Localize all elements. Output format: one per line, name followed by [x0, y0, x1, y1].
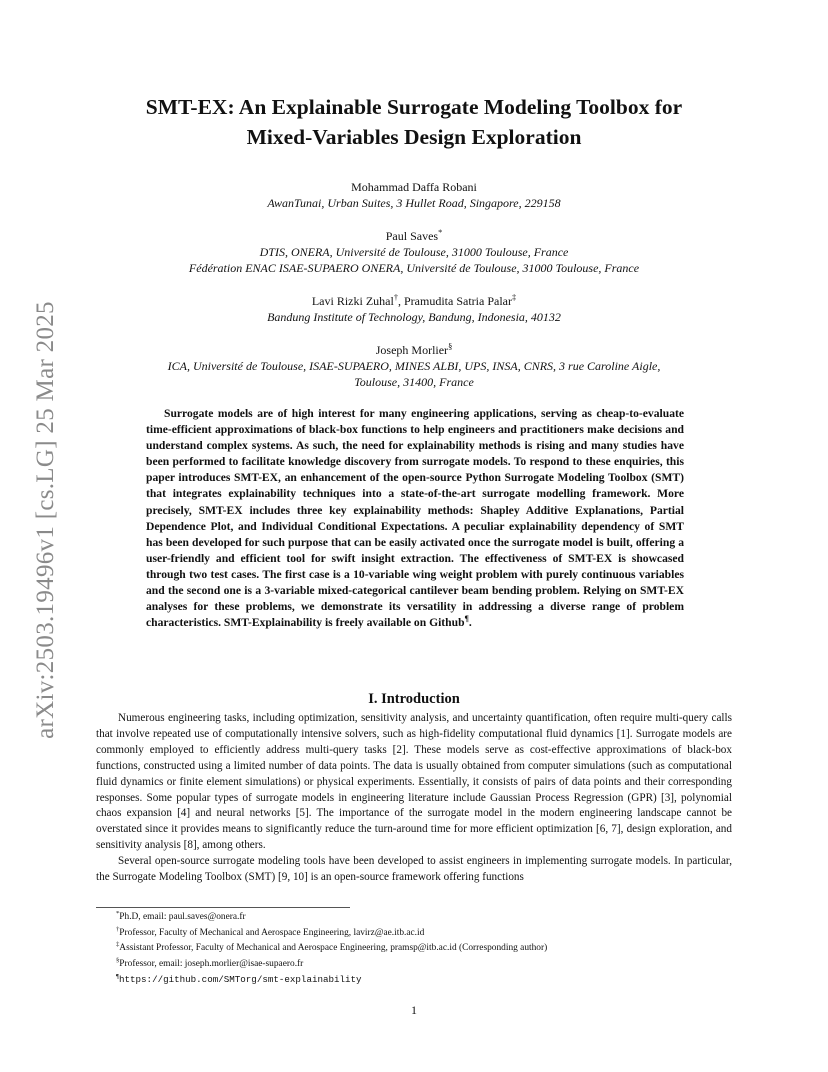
author-block-1: [100, 179, 728, 211]
footnote-mark: ‡: [511, 293, 517, 302]
author-name: Paul Saves*: [385, 228, 443, 243]
author-name: Mohammad Daffa Robani: [351, 180, 477, 194]
paper-title: [100, 92, 728, 152]
arxiv-stamp: [24, 280, 68, 760]
author-affiliation: ICA, Université de Toulouse, ISAE-SUPAERO, MINES ALBI, UPS, INSA, CNRS, 3 rue Caroline Aigle,: [167, 359, 661, 373]
author-affiliation: DTIS, ONERA, Université de Toulouse, 31000 Toulouse, France: [259, 245, 569, 259]
footnote-mark: ¶: [464, 614, 469, 624]
footnote-rule: [96, 907, 350, 908]
footnote-link[interactable]: ¶https://github.com/SMTorg/smt-explainability: [116, 972, 362, 985]
footnote-mark: †: [393, 293, 398, 302]
section-heading: I. Introduction: [368, 691, 460, 707]
footnote: §Professor, email: joseph.morlier@isae-supaero.fr: [116, 956, 304, 969]
footnote: *Ph.D, email: paul.saves@onera.fr: [116, 909, 246, 922]
paper-title-line-1: SMT-EX: An Explainable Surrogate Modeling Toolbox for: [145, 95, 683, 119]
section-body: [96, 711, 732, 886]
paragraph: Several open-source surrogate modeling tools have been developed to assist engineers in implementing surrogate models. In particular, the Surrogate Modeling Toolbox (SMT) [9, 10] is an open-source framework offering functions: [96, 855, 732, 884]
footnote: †Professor, Faculty of Mechanical and Aerospace Engineering, lavirz@ae.itb.ac.id: [116, 925, 425, 938]
abstract: [146, 406, 684, 631]
paragraph: Numerous engineering tasks, including optimization, sensitivity analysis, and uncertainty quantification, often require multi-query calls that involve repeated use of computationally intensive solvers, such as high-fidelity computational fluid dynamics [1]. Surrogate models are commonly employed to efficiently address multi-query tasks [2]. These models serve as cost-effective approximations of black-box functions, constructed using a limited number of data points. The data is usually obtained from computer simulations (such as computational fluid dynamics or finite element simulations) or physical experiments. Essentially, it consists of pairs of data points and their corresponding responses. Some popular types of surrogate models in engineering literature include Gaussian Process Regression (GPR) [3], polynomial chaos expansion [4] and neural networks [5]. The importance of the surrogate model in the modern engineering landscape cannot be overstated since it provides means to significantly reduce the turn-around time for more efficient optimization [6, 7], design exploration, and sensitivity analysis [8], among others.: [96, 712, 732, 852]
author-name: Joseph Morlier§: [375, 342, 453, 357]
page-number: 1: [411, 1003, 417, 1017]
author-affiliation: AwanTunai, Urban Suites, 3 Hullet Road, Singapore, 229158: [267, 196, 561, 210]
author-name: Lavi Rizki Zuhal†, Pramudita Satria Palar‡: [311, 293, 517, 308]
footnote-mark: *: [438, 228, 443, 237]
abstract-text: Surrogate models are of high interest for many engineering applications, serving as cheap-to-evaluate time-efficient approximations of black-box functions to help engineers and practitioners make decisions and understand complex systems. As such, the need for explainability methods is rising and many studies have been performed to facilitate knowledge discovery from surrogate models. To respond to these enquiries, this paper introduces SMT-EX, an enhancement of the open-source Python Surrogate Modeling Toolbox (SMT) that integrates explainability techniques into a state-of-the-art surrogate modelling framework. More precisely, SMT-EX includes three key explainability methods: Shapley Additive Explanations, Partial Dependence Plot, and Individual Conditional Expectations. A peculiar explainability dependency of SMT has been developed for such purpose that can be easily activated once the surrogate model is built, offering a user-friendly and efficient tool for swift insight extraction. The effectiveness of SMT-EX is showcased through two test cases. The first case is a 10-variable wing weight problem with purely continuous variables and the second one is a 3-variable mixed-categorical cantilever beam bending problem. Relying on SMT-EX analyses for these problems, we demonstrate its versatility in addressing a diverse range of problem characteristics. SMT-Explainability is freely available on Github¶.: [146, 407, 684, 630]
author-affiliation: Fédération ENAC ISAE-SUPAERO ONERA, Université de Toulouse, 31000 Toulouse, France: [188, 261, 640, 275]
author-block-3: [100, 293, 728, 325]
arxiv-stamp-text: arXiv:2503.19496v1 [cs.LG] 25 Mar 2025: [32, 301, 59, 739]
footnotes: [96, 910, 736, 989]
author-affiliation: Bandung Institute of Technology, Bandung, Indonesia, 40132: [267, 310, 561, 324]
footnote-mark: §: [448, 342, 453, 351]
paper-title-line-2: Mixed-Variables Design Exploration: [246, 125, 582, 149]
author-affiliation: Toulouse, 31400, France: [354, 375, 474, 389]
footnote: ‡Assistant Professor, Faculty of Mechanical and Aerospace Engineering, pramsp@itb.ac.id (Corresponding author): [116, 940, 548, 953]
author-block-4: [100, 342, 728, 390]
author-block-2: [100, 228, 728, 276]
